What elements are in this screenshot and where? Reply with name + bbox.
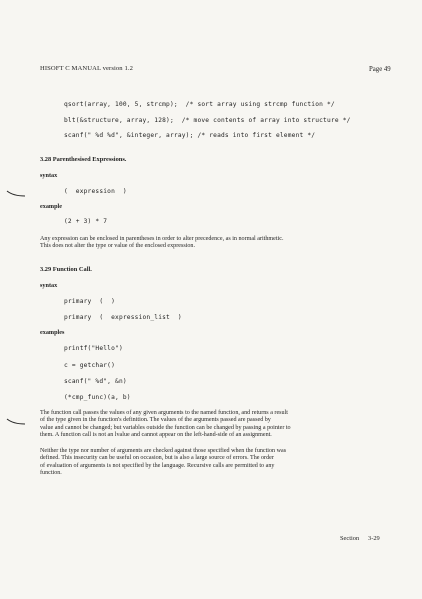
paragraph-line: The function call passes the values of any given arguments to the named function, and returns a result [40,410,288,416]
syntax-label-3-28: syntax [40,172,58,179]
paragraph-3-29-second [40,448,390,478]
margin-binder-mark [6,190,26,198]
code-line-qsort: qsort(array, 100, 5, strcmp); /* sort array using strcmp function */ [64,101,335,108]
example-line-3-29: scanf(" %d", &n) [64,378,127,385]
margin-binder-mark [6,418,26,426]
paragraph-line: defined. This insecurity can be useful on occasion, but is also a large source of errors. The order [40,455,274,462]
paragraph-line: of evaluation of arguments is not specified by the language. Recursive calls are permitted to any [40,462,275,469]
paragraph-line: value and cannot be changed; but variables outside the function can be changed by passing a pointer to [40,424,291,431]
example-line-3-29: (*cmp_func)(a, b) [64,394,131,401]
example-line-3-29: c = getchar() [64,362,116,369]
section-heading-3-29: 3.29 Function Call. [40,266,92,273]
syntax-line-3-28: ( expression ) [64,188,127,195]
paragraph-3-28-line: Any expression can be enclosed in parentheses in order to alter precedence, as in normal arithmetic. [40,236,284,242]
paragraph-line: of the type given in the function's definition. The values of the arguments passed are passed by [40,417,271,424]
paragraph-3-28-line: This does not alter the type or value of the enclosed expression. [40,243,196,250]
example-label-3-28: example [40,203,62,210]
example-line-3-28: (2 + 3) * 7 [64,218,108,225]
syntax-line-3-29: primary ( expression_list ) [64,314,182,321]
syntax-label-3-29: syntax [40,282,58,289]
code-line-blt: blt(&structure, array, 128); /* move contents of array into structure */ [64,117,351,124]
running-header-title: HISOFT C MANUAL version 1.2 [40,65,133,72]
examples-label-3-29: examples [40,329,65,336]
paragraph-3-28 [40,236,390,251]
footer-section-label: Section [340,535,360,542]
code-line-scanf: scanf(" %d %d", &integer, array); /* reads into first element */ [64,132,316,139]
paragraph-line: function. [40,470,62,477]
paragraph-line: them. A function call is not an lvalue and cannot appear on the left-hand-side of an assignment. [40,432,272,439]
example-line-3-29: printf("Hello") [64,345,123,352]
paragraph-3-29-first [40,410,390,440]
section-heading-3-28: 3.28 Parenthesised Expressions. [40,156,127,163]
paragraph-line: Neither the type nor number of arguments are checked against those specified when the function was [40,448,287,454]
syntax-line-3-29: primary ( ) [64,298,116,305]
footer-page-number: 3-29 [368,535,380,542]
running-header-page: Page 49 [369,66,391,73]
